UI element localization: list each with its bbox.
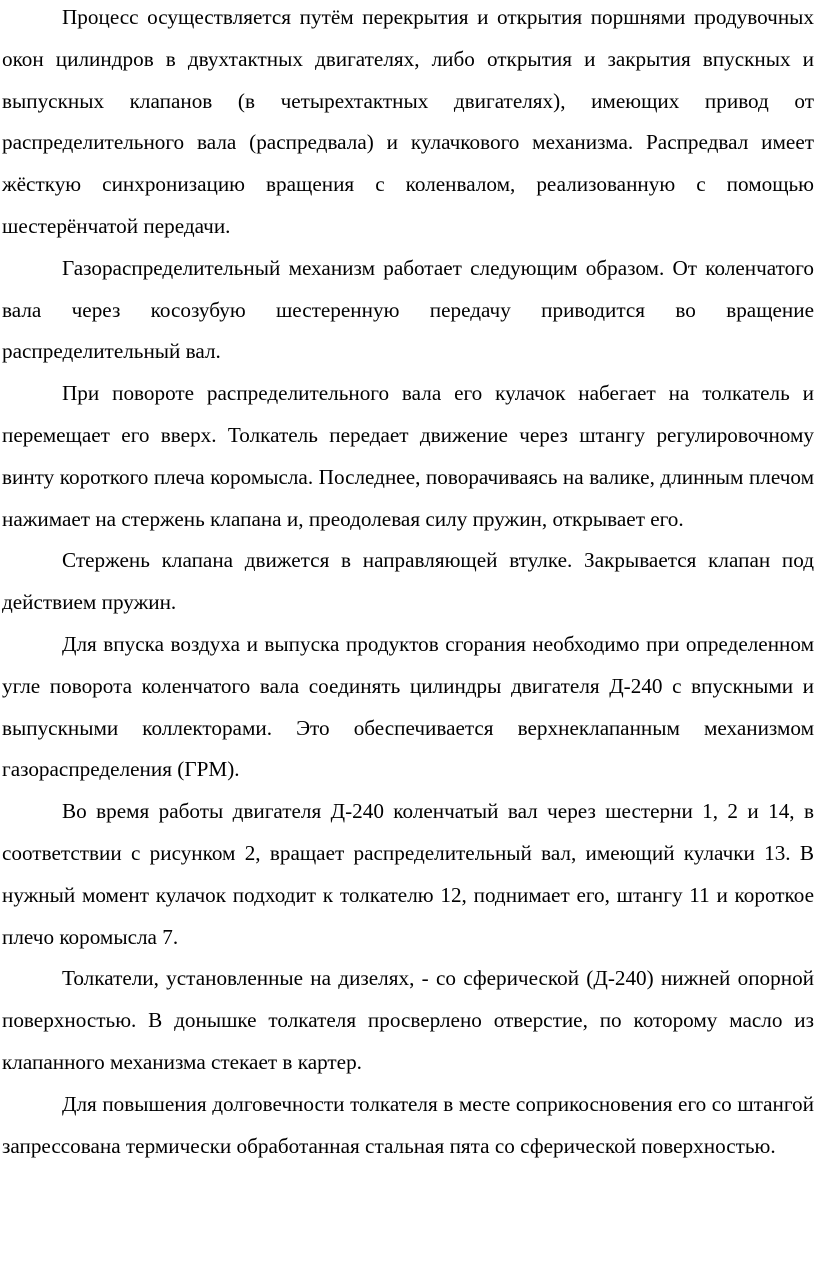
- paragraph-6: Во время работы двигателя Д-240 коленчатый вал через шестерни 1, 2 и 14, в соответствии с рисунком 2, вращает распределительный вал, имеющий кулачки 13. В нужный момент кулачок подходит к толкателю 12, поднимает его, штангу 11 и короткое плечо коромысла 7.: [2, 799, 814, 949]
- paragraph-5: Для впуска воздуха и выпуска продуктов сгорания необходимо при определенном угле поворота коленчатого вала соединять цилиндры двигателя Д-240 с впускными и выпускными коллекторами. Это обеспечивается верхнеклапанным механизмом газораспределения (ГРМ).: [2, 631, 814, 782]
- paragraph-3: При повороте распределительного вала его кулачок набегает на толкатель и перемещает его вверх. Толкатель передает движение через штангу регулировочному винту короткого плеча коромысла. Последнее, поворачиваясь на валике, длинным плечом нажимает на стержень клапана и, преодолевая силу пружин, открывает его.: [2, 381, 814, 531]
- paragraph-1: Процесс осуществляется путём перекрытия и открытия поршнями продувочных окон цилиндров в двухтактных двигателях, либо открытия и закрытия впускных и выпускных клапанов (в четырехтактных двигателях), имеющих привод от распределительного вала (распредвала) и кулачкового механизма. Распредвал имеет жёсткую синхронизацию вращения с коленвалом, реализованную с помощью шестерёнчатой передачи.: [2, 5, 814, 238]
- paragraph-4: Стержень клапана движется в направляющей втулке. Закрывается клапан под действием пружин.: [2, 548, 814, 615]
- paragraph-8: Для повышения долговечности толкателя в месте соприкосновения его со штангой запрессована термически обработанная стальная пята со сферической поверхностью.: [2, 1091, 814, 1158]
- paragraph-2: Газораспределительный механизм работает следующим образом. От коленчатого вала через косозубую шестеренную передачу приводится во вращение распределительный вал.: [2, 255, 814, 364]
- paragraph-7: Толкатели, установленные на дизелях, - со сферической (Д-240) нижней опорной поверхностью. В донышке толкателя просверлено отверстие, по которому масло из клапанного механизма стекает в картер.: [2, 966, 814, 1074]
